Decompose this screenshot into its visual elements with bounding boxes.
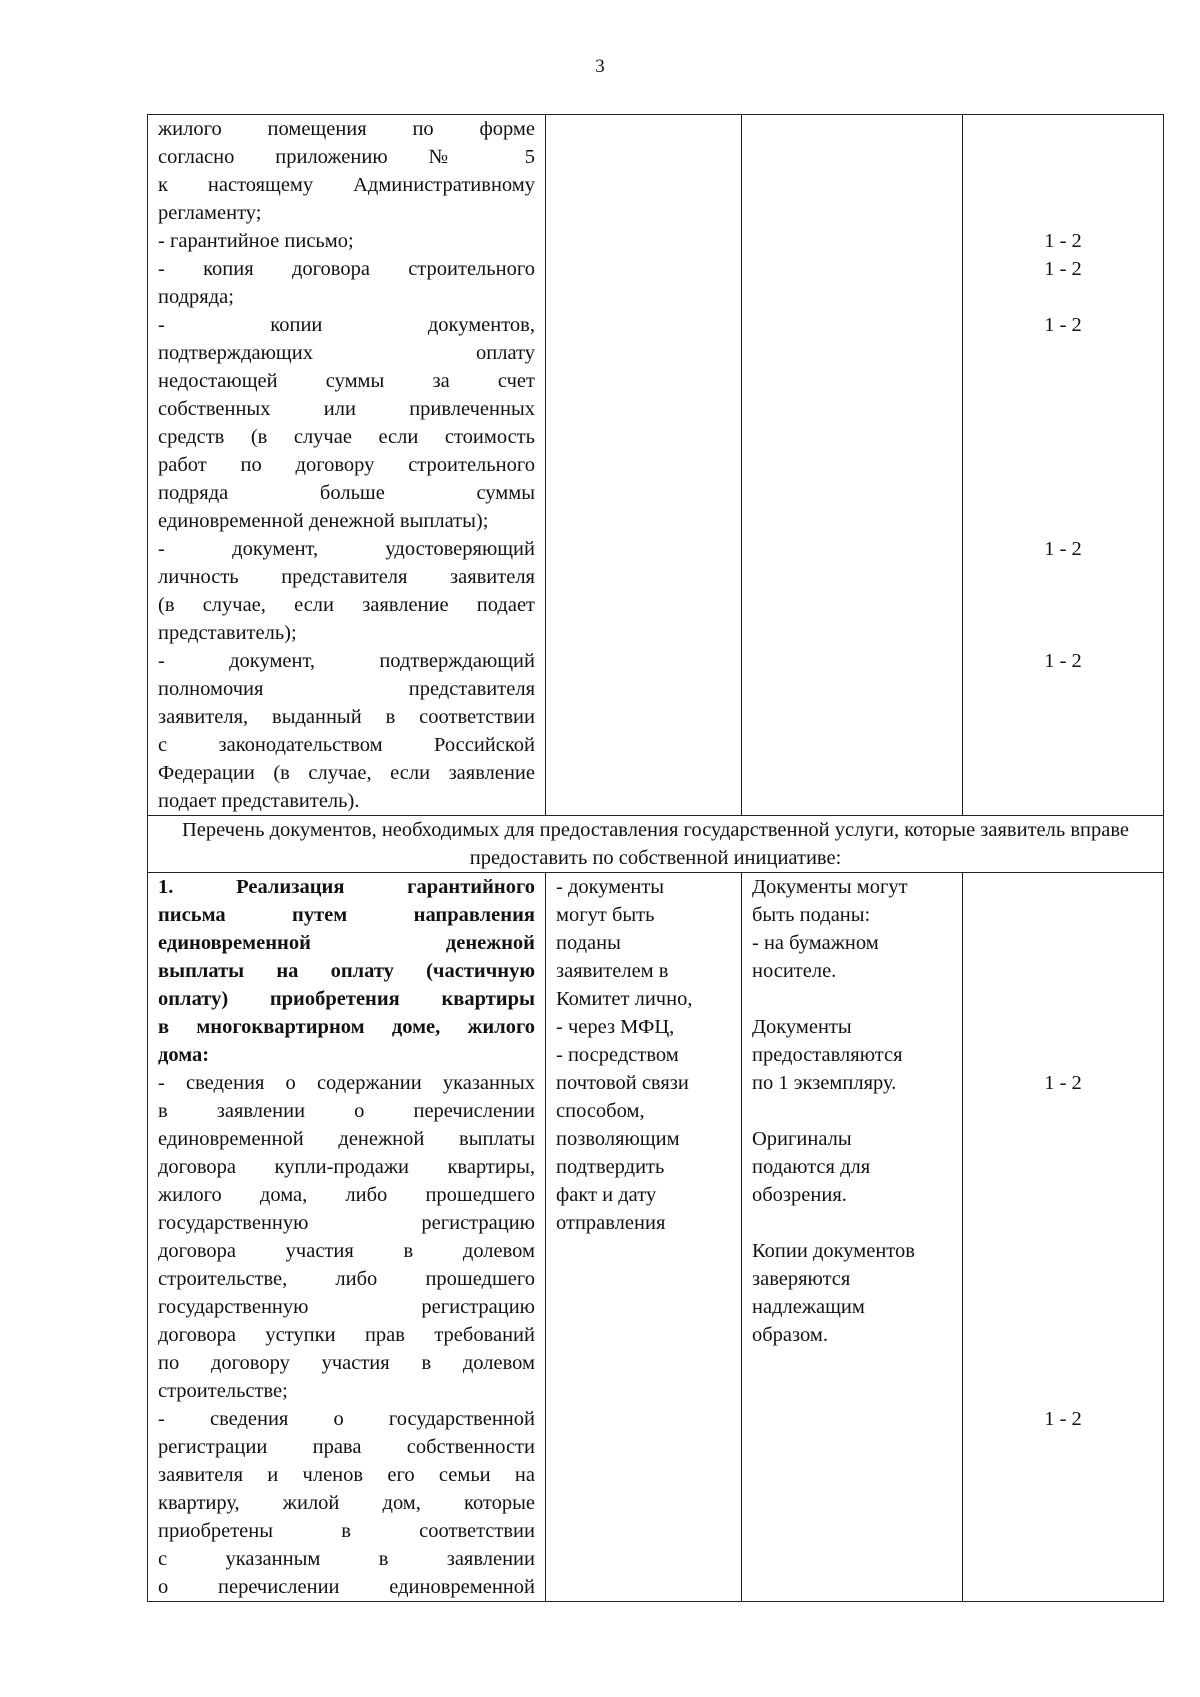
text-line bbox=[963, 1097, 1163, 1125]
text-line: работ по договору строительного bbox=[158, 454, 535, 476]
text-line: подаются для bbox=[752, 1156, 871, 1178]
table-row bbox=[148, 115, 1164, 816]
text-line: отправления bbox=[556, 1212, 666, 1234]
text-line bbox=[963, 929, 1163, 957]
text-line: способом, bbox=[556, 1100, 645, 1122]
documents-table bbox=[147, 114, 1164, 1602]
document-list-cell bbox=[148, 115, 546, 816]
text-line bbox=[963, 1265, 1163, 1293]
text-line bbox=[963, 199, 1163, 227]
text-line: Оригиналы bbox=[752, 1128, 852, 1150]
text-line: по 1 экземпляру. bbox=[752, 1072, 897, 1094]
text-line: согласно приложению № 5 bbox=[158, 146, 535, 168]
text-line: Копии документов bbox=[752, 1240, 915, 1262]
text-line: единовременной денежной выплаты bbox=[158, 1128, 535, 1150]
text-line: выплаты на оплату (частичную bbox=[158, 960, 535, 982]
text-line: личность представителя заявителя bbox=[158, 566, 535, 588]
text-line bbox=[963, 957, 1163, 985]
text-line bbox=[963, 507, 1163, 535]
text-line: заявителем в bbox=[556, 960, 669, 982]
text-line: - сведения о государственной bbox=[158, 1408, 535, 1430]
text-line: приобретены в соответствии bbox=[158, 1520, 535, 1542]
text-line: факт и дату bbox=[556, 1184, 657, 1206]
text-line bbox=[963, 1013, 1163, 1041]
text-line: дома: bbox=[158, 1044, 210, 1066]
text-line: Комитет лично, bbox=[556, 988, 693, 1010]
text-line: образом. bbox=[752, 1324, 828, 1346]
text-line: заявителя, выданный в соответствии bbox=[158, 706, 535, 728]
submission-form-cell bbox=[742, 115, 963, 816]
submission-method-list bbox=[546, 873, 741, 1237]
text-line: подтверждающих оплату bbox=[158, 342, 535, 364]
submission-form-cell bbox=[742, 873, 963, 1602]
text-line: полномочия представителя bbox=[158, 678, 535, 700]
text-line bbox=[963, 1461, 1163, 1489]
text-line bbox=[963, 115, 1163, 143]
text-line: Документы могут bbox=[752, 876, 908, 898]
text-line: - копии документов, bbox=[158, 314, 535, 336]
text-line bbox=[963, 759, 1163, 787]
text-line: в многоквартирном доме, жилого bbox=[158, 1016, 535, 1038]
text-line: договора уступки прав требований bbox=[158, 1324, 535, 1346]
text-line: договора участия в долевом bbox=[158, 1240, 535, 1262]
text-line: - документ, подтверждающий bbox=[158, 650, 535, 672]
text-line: оплату) приобретения квартиры bbox=[158, 988, 535, 1010]
text-line: подает представитель). bbox=[158, 790, 360, 812]
text-line bbox=[963, 703, 1163, 731]
text-line bbox=[963, 171, 1163, 199]
text-line: - через МФЦ, bbox=[556, 1016, 675, 1038]
text-line: заявителя и членов его семьи на bbox=[158, 1464, 535, 1486]
text-line: заверяются bbox=[752, 1268, 851, 1290]
text-line bbox=[963, 1517, 1163, 1545]
text-line: регламенту; bbox=[158, 202, 262, 224]
text-line: - посредством bbox=[556, 1044, 679, 1066]
copies-count-list bbox=[963, 115, 1163, 815]
text-line: договора купли-продажи квартиры, bbox=[158, 1156, 535, 1178]
text-line: 1 - 2 bbox=[1044, 650, 1082, 672]
text-line: предоставляются bbox=[752, 1044, 903, 1066]
text-line: - гарантийное письмо; bbox=[158, 230, 354, 252]
text-line: строительстве; bbox=[158, 1380, 288, 1402]
text-line bbox=[963, 1209, 1163, 1237]
document-list bbox=[148, 873, 545, 1601]
text-line: строительстве, либо прошедшего bbox=[158, 1268, 535, 1290]
text-line: к настоящему Административному bbox=[158, 174, 535, 196]
text-line: 1 - 2 bbox=[1044, 1408, 1082, 1430]
text-line: о перечислении единовременной bbox=[158, 1576, 535, 1598]
text-line bbox=[963, 563, 1163, 591]
text-line bbox=[963, 1573, 1163, 1601]
text-line: Федерации (в случае, если заявление bbox=[158, 762, 535, 784]
text-line: недостающей суммы за счет bbox=[158, 370, 535, 392]
text-line bbox=[963, 1293, 1163, 1321]
text-line: средств (в случае если стоимость bbox=[158, 426, 535, 448]
document-list-cell bbox=[148, 873, 546, 1602]
text-line bbox=[963, 787, 1163, 815]
table-row bbox=[148, 873, 1164, 1602]
submission-method-cell bbox=[546, 873, 742, 1602]
text-line: почтовой связи bbox=[556, 1072, 689, 1094]
text-line: подтвердить bbox=[556, 1156, 665, 1178]
text-line: поданы bbox=[556, 932, 621, 954]
text-line: 1 - 2 bbox=[1044, 258, 1082, 280]
copies-count-cell bbox=[963, 115, 1164, 816]
text-line bbox=[752, 985, 956, 1013]
text-line: (в случае, если заявление подает bbox=[158, 594, 535, 616]
text-line: регистрации права собственности bbox=[158, 1436, 535, 1458]
text-line: квартиру, жилой дом, которые bbox=[158, 1492, 535, 1514]
text-line bbox=[963, 395, 1163, 423]
text-line: носителе. bbox=[752, 960, 837, 982]
text-line bbox=[963, 423, 1163, 451]
text-line bbox=[963, 479, 1163, 507]
copies-count-cell bbox=[963, 873, 1164, 1602]
text-line bbox=[963, 985, 1163, 1013]
text-line: письма путем направления bbox=[158, 904, 535, 926]
copies-count-list bbox=[963, 873, 1163, 1601]
text-line: позволяющим bbox=[556, 1128, 680, 1150]
text-line bbox=[752, 1209, 956, 1237]
text-line bbox=[963, 143, 1163, 171]
text-line: Документы bbox=[752, 1016, 852, 1038]
text-line: по договору участия в долевом bbox=[158, 1352, 535, 1374]
text-line: 1 - 2 bbox=[1044, 314, 1082, 336]
text-line: - на бумажном bbox=[752, 932, 879, 954]
text-line: подряда больше суммы bbox=[158, 482, 535, 504]
text-line bbox=[963, 675, 1163, 703]
text-line: с законодательством Российской bbox=[158, 734, 535, 756]
text-line bbox=[963, 901, 1163, 929]
text-line bbox=[963, 283, 1163, 311]
text-line: обозрения. bbox=[752, 1184, 847, 1206]
text-line: быть поданы: bbox=[752, 904, 871, 926]
text-line: подряда; bbox=[158, 286, 234, 308]
section-title: Перечень документов, необходимых для предоставления государственной услуги, которые заявитель вправе предоставить по собственной инициативе: bbox=[148, 816, 1164, 873]
text-line: - копия договора строительного bbox=[158, 258, 535, 280]
text-line: - сведения о содержании указанных bbox=[158, 1072, 535, 1094]
text-line: единовременной денежной bbox=[158, 932, 535, 954]
text-line bbox=[963, 1377, 1163, 1405]
text-line: представитель); bbox=[158, 622, 297, 644]
submission-form-list bbox=[742, 873, 962, 1349]
text-line bbox=[963, 1433, 1163, 1461]
text-line: единовременной денежной выплаты); bbox=[158, 510, 489, 532]
text-line: могут быть bbox=[556, 904, 655, 926]
text-line bbox=[963, 1041, 1163, 1069]
text-line: 1 - 2 bbox=[1044, 230, 1082, 252]
page-number: 3 bbox=[595, 56, 605, 77]
text-line: - документ, удостоверяющий bbox=[158, 538, 535, 560]
text-line: 1 - 2 bbox=[1044, 538, 1082, 560]
submission-method-cell bbox=[546, 115, 742, 816]
text-line bbox=[963, 731, 1163, 759]
section-header-row bbox=[148, 816, 1164, 873]
document-list bbox=[148, 115, 545, 815]
text-line: государственную регистрацию bbox=[158, 1212, 535, 1234]
text-line bbox=[963, 367, 1163, 395]
text-line: надлежащим bbox=[752, 1296, 865, 1318]
text-line bbox=[963, 1349, 1163, 1377]
text-line bbox=[963, 873, 1163, 901]
text-line: с указанным в заявлении bbox=[158, 1548, 535, 1570]
text-line: государственную регистрацию bbox=[158, 1296, 535, 1318]
text-line bbox=[963, 451, 1163, 479]
text-line bbox=[963, 1545, 1163, 1573]
text-line: собственных или привлеченных bbox=[158, 398, 535, 420]
text-line: жилого дома, либо прошедшего bbox=[158, 1184, 535, 1206]
text-line bbox=[752, 1097, 956, 1125]
text-line bbox=[963, 1237, 1163, 1265]
text-line: - документы bbox=[556, 876, 665, 898]
text-line: жилого помещения по форме bbox=[158, 118, 535, 140]
text-line: 1 - 2 bbox=[1044, 1072, 1082, 1094]
text-line bbox=[963, 1181, 1163, 1209]
text-line: 1. Реализация гарантийного bbox=[158, 876, 535, 898]
text-line bbox=[963, 1489, 1163, 1517]
text-line: в заявлении о перечислении bbox=[158, 1100, 535, 1122]
text-line bbox=[963, 339, 1163, 367]
text-line bbox=[963, 1321, 1163, 1349]
text-line bbox=[963, 1125, 1163, 1153]
text-line bbox=[963, 1153, 1163, 1181]
text-line bbox=[963, 619, 1163, 647]
text-line bbox=[963, 591, 1163, 619]
